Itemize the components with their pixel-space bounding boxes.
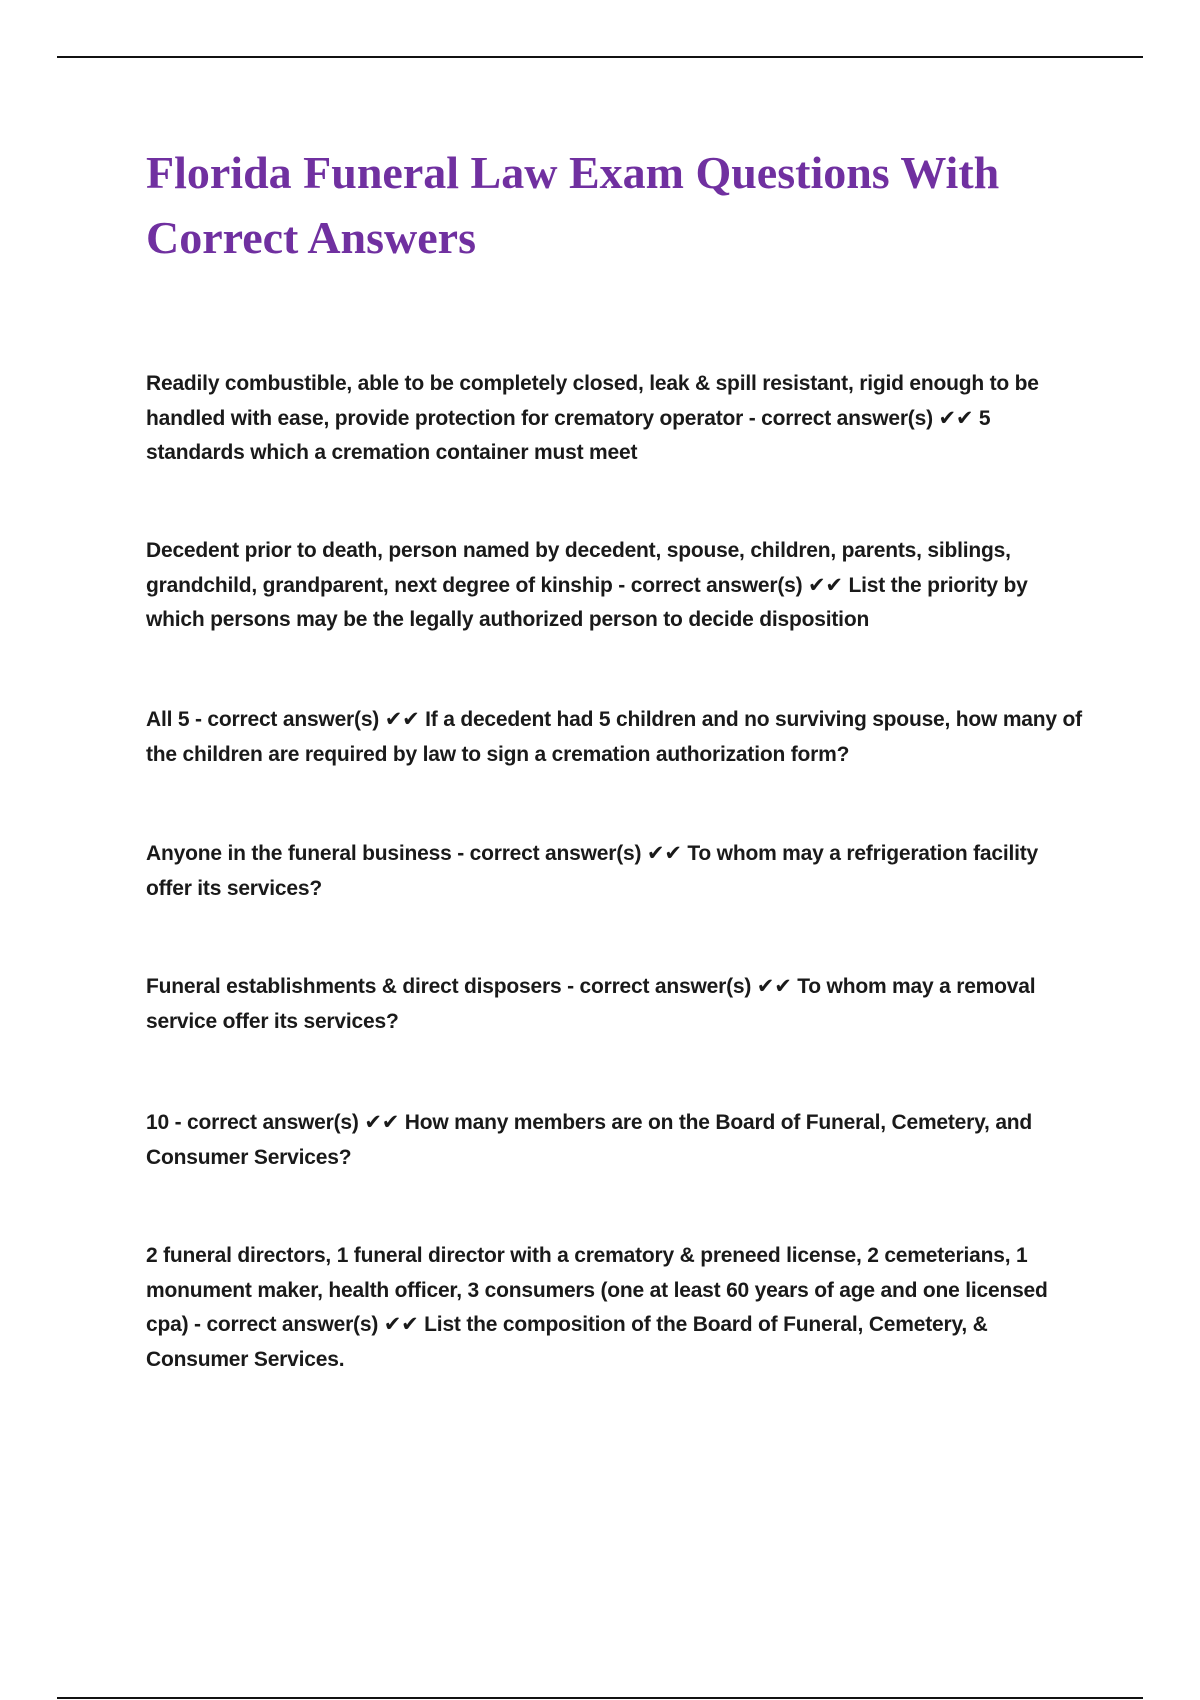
qa-item-6: 10 - correct answer(s) ✔✔ How many members are on the Board of Funeral, Cemetery, and Consumer Services?	[146, 1111, 1033, 1169]
document-title: Florida Funeral Law Exam Questions With Correct Answers	[146, 147, 1000, 263]
bottom-divider	[57, 1697, 1143, 1699]
qa-item-2: Decedent prior to death, person named by decedent, spouse, children, parents, siblings, grandchild, grandparent, next degree of kinship - correct answer(s) ✔✔ List the priority by which persons may be the legally authorized person to decide disposition	[146, 539, 1028, 631]
top-divider	[57, 56, 1143, 58]
qa-item-5: Funeral establishments & direct disposers - correct answer(s) ✔✔ To whom may a removal service offer its services?	[146, 975, 1036, 1033]
qa-item-1: Readily combustible, able to be completely closed, leak & spill resistant, rigid enough to be handled with ease, provide protection for crematory operator - correct answer(s) ✔✔ 5 standards which a cremation container must meet	[146, 372, 1039, 464]
qa-item-4: Anyone in the funeral business - correct answer(s) ✔✔ To whom may a refrigeration facility offer its services?	[146, 842, 1039, 900]
qa-item-7: 2 funeral directors, 1 funeral director with a crematory & preneed license, 2 cemeterians, 1 monument maker, health officer, 3 consumers (one at least 60 years of age and one licensed cpa) - correct answer(s) ✔✔ List the composition of the Board of Funeral, Cemetery, & Consumer Services.	[146, 1244, 1048, 1371]
qa-item-3: All 5 - correct answer(s) ✔✔ If a decedent had 5 children and no surviving spouse, how many of the children are required by law to sign a cremation authorization form?	[146, 708, 1082, 766]
